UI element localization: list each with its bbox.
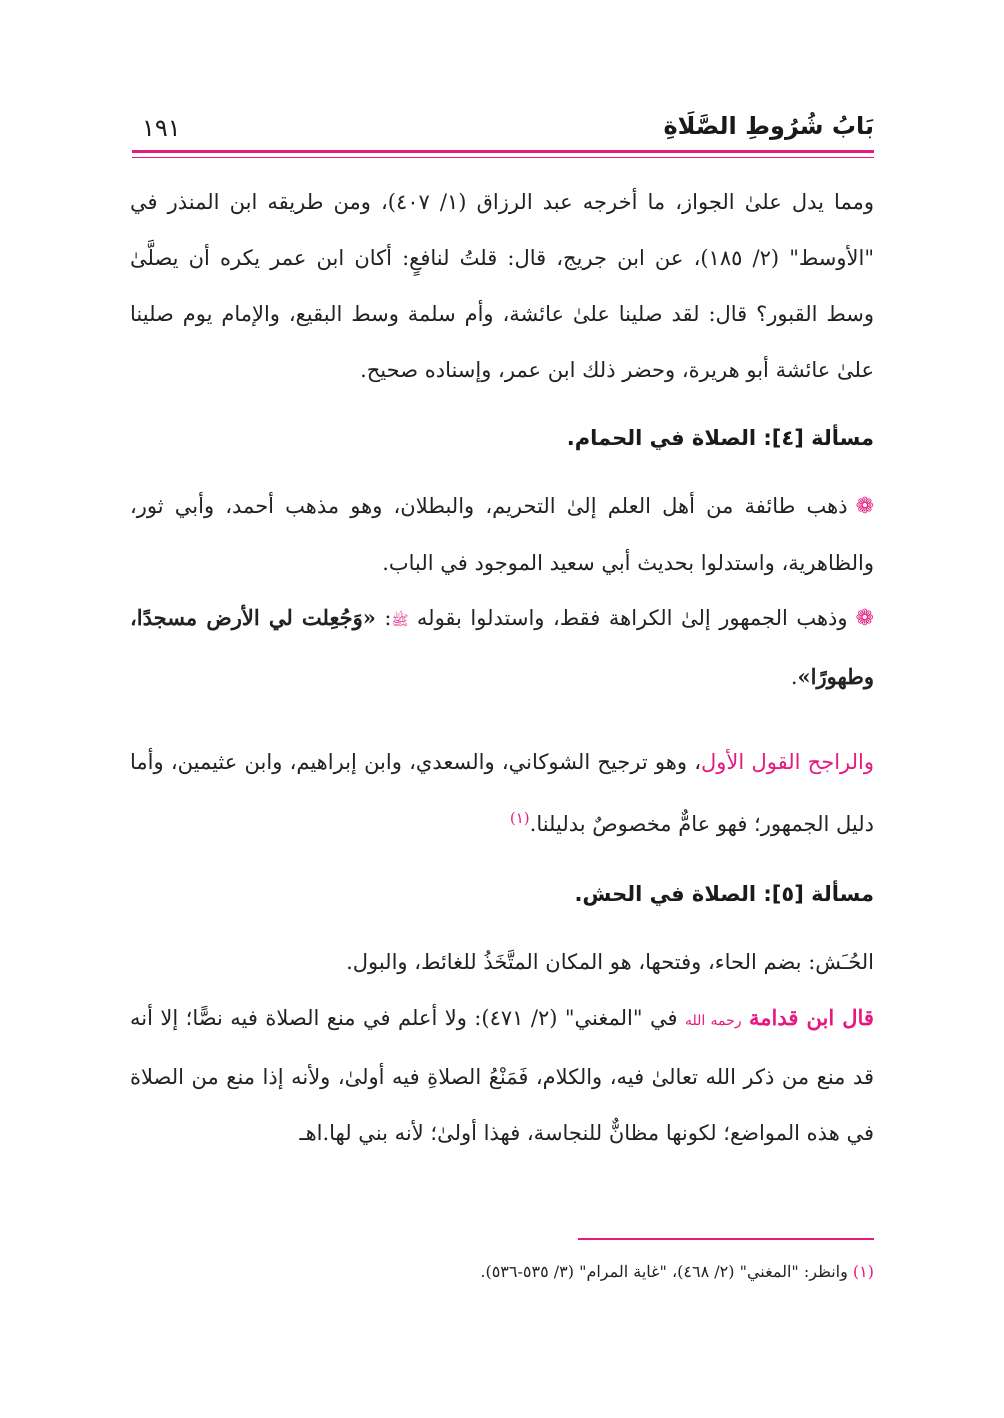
- paragraph-3: الحُـَش: بضم الحاء، وفتحها، هو المكان المتَّخَذُ للغائط، والبول.: [346, 950, 874, 974]
- paragraph-1: ومما يدل علىٰ الجواز، ما أخرجه عبد الرزاق (١/ ٤٠٧)، ومن طريقه ابن المنذر في "الأوسط" (٢/ ١٨٥)، عن ابن جريج، قال: قلتُ لنافعٍ: أكان ابن عمر يكره أن يصلَّىٰ وسط القبور؟ قال: لقد صلينا علىٰ عائشة، وأم سلمة وسط البقيع، والإمام يوم صلينا علىٰ عائشة أبو هريرة، وحضر ذلك ابن عمر، وإسناده صحيح.: [130, 190, 874, 382]
- issue-4-label: مسألة [٤]:: [763, 426, 874, 450]
- paragraph-2: [130, 734, 874, 852]
- issue-5-label: مسألة [٥]:: [763, 882, 874, 906]
- bullet-2-text: وذهب الجمهور إلىٰ الكراهة فقط، واستدلوا بقوله: [416, 606, 848, 630]
- header-rule-thin: [132, 157, 874, 158]
- prophet-honorific: ﷺ: [391, 613, 409, 629]
- bullet-paragraph-2: [130, 590, 874, 705]
- rahimahullah-honorific: رحمه الله: [685, 1013, 742, 1029]
- bullet-2-end: .: [790, 665, 798, 689]
- page-header: [132, 112, 874, 152]
- flower-bullet-icon: ❁: [855, 494, 874, 519]
- colon: :: [384, 606, 392, 630]
- bullet-1-text: ذهب طائفة من أهل العلم إلىٰ التحريم، والبطلان، وهو مذهب أحمد، وأبي ثور، والظاهرية، واستدلوا بحديث أبي سعيد الموجود في الباب.: [130, 494, 874, 575]
- footnote-number: (١): [852, 1262, 874, 1281]
- page-number: ١٩١: [142, 114, 181, 142]
- issue-5-title: الصلاة في الحش.: [574, 882, 757, 906]
- ibn-qudamah-lead: قال ابن قدامة: [749, 1005, 874, 1030]
- issue-4-heading: [567, 426, 874, 450]
- issue-4-title: الصلاة في الحمام.: [566, 426, 757, 450]
- footnote-ref: (١): [509, 809, 530, 827]
- paragraph-4-text: في "المغني" (٢/ ٤٧١): ولا أعلم في منع الصلاة فيه نصًّا؛ إلا أنه قد منع من ذكر الله تعالىٰ فيه، والكلام، فَمَنْعُ الصلاةِ فيه أولىٰ، ولأنه إذا منع من الصلاة في هذه المواضع؛ لكونها مظانٌّ للنجاسة، فهذا أولىٰ؛ لأنه بني لها.اهـ: [130, 1006, 874, 1145]
- issue-5-heading: [574, 882, 874, 906]
- footnote-text: وانظر: "المغني" (٢/ ٤٦٨)، "غاية المرام" (٣/ ٥٣٥-٥٣٦).: [480, 1262, 853, 1281]
- hadith-quote: «وَجُعِلت لي الأرض مسجدًا، وطهورًا»: [130, 605, 874, 689]
- header-rule-thick: [132, 150, 874, 153]
- chapter-title: بَابُ شُرُوطِ الصَّلَاةِ: [663, 112, 874, 140]
- paragraph-2-text: ، وهو ترجيح الشوكاني، والسعدي، وابن إبراهيم، وابن عثيمين، وأما دليل الجمهور؛ فهو عامٌّ مخصوصٌ بدليلنا.: [130, 750, 874, 836]
- footnote-rule: [578, 1238, 874, 1240]
- preferred-opinion-highlight: والراجح القول الأول: [701, 750, 874, 774]
- footnote: [480, 1262, 874, 1281]
- bullet-paragraph-1: [130, 478, 874, 591]
- paragraph-4: [130, 990, 874, 1161]
- flower-bullet-icon: ❁: [855, 606, 874, 631]
